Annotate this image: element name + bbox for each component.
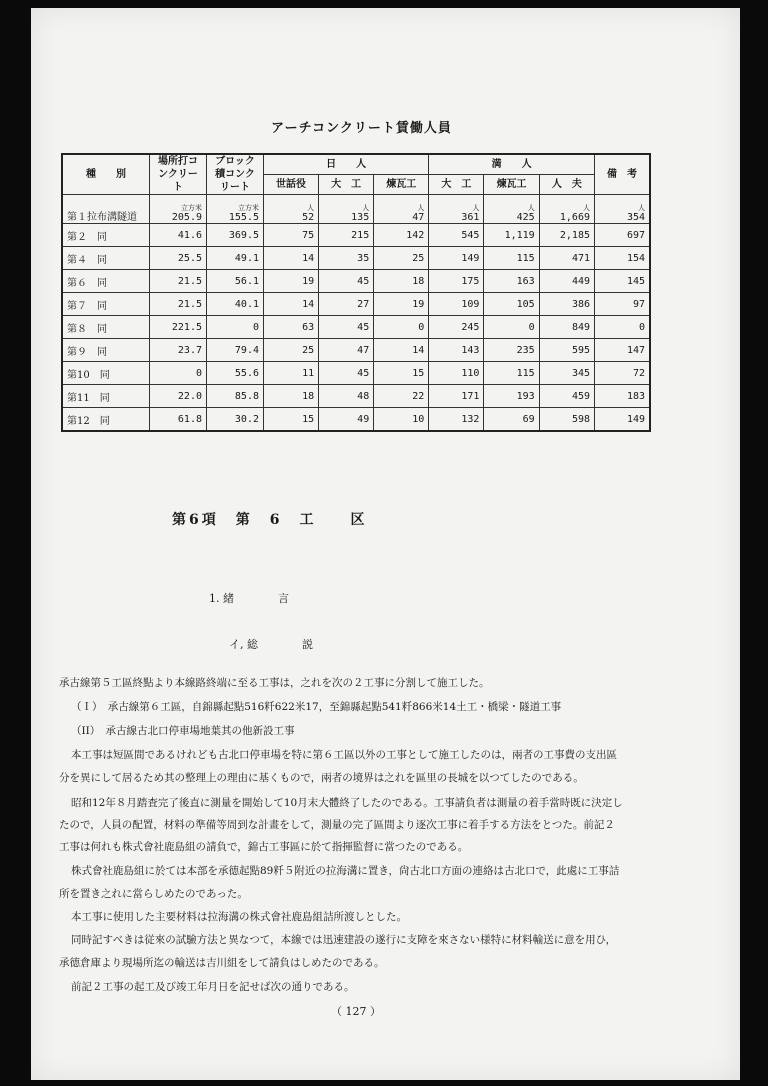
table-cell: 109 — [429, 293, 484, 316]
unit-label: 人 — [307, 204, 315, 212]
paragraph: 本工事は短區間であるけれども古北口停車場を特に第６工區以外の工事として施工したのは，兩者の工事費の支出區 — [71, 749, 617, 761]
table-cell: 142 — [374, 224, 429, 247]
table-cell: 10 — [374, 408, 429, 432]
table-cell: 215 — [319, 224, 374, 247]
table-cell: 48 — [319, 385, 374, 408]
unit-label: 立方米 — [238, 204, 259, 212]
table-cell: 598 — [539, 408, 594, 432]
table-cell: 245 — [429, 316, 484, 339]
table-header-row — [62, 154, 650, 175]
header-carpenter-cn: 大 工 — [429, 175, 484, 195]
paragraph: 分を異にして居るため其の整理上の理由に基くもので，兩者の境界は之れを區里の長城を以つてしたのである。 — [59, 772, 584, 784]
paragraph: 昭和12年８月踏査完了後直に測量を開始して10月末大體終了したのである。工事請負者は測量の着手當時既に決定し — [71, 797, 623, 809]
table-cell: 56.1 — [207, 270, 264, 293]
row-label: 第１拉布溝隧道 — [62, 195, 150, 224]
paragraph: 前記２工事の起工及び竣工年月日を記せば次の通りである。 — [71, 981, 355, 993]
table-cell: 115 — [484, 362, 539, 385]
table-cell: 25 — [264, 339, 319, 362]
header-cast-concrete: 場所打コンクリート — [150, 154, 207, 195]
table-row — [62, 362, 650, 385]
table-cell: 2,185 — [539, 224, 594, 247]
table-cell: 849 — [539, 316, 594, 339]
table-cell: 471 — [539, 247, 594, 270]
unit-label: 立方米 — [181, 204, 202, 212]
cell-value: 47 — [412, 212, 425, 223]
table-cell: 21.5 — [150, 293, 207, 316]
table-cell: 1,119 — [484, 224, 539, 247]
paragraph: 工事は何れも株式會社鹿島組の請負で，錦古工事區に於て指揮監督に當つたのである。 — [59, 841, 469, 853]
table-cell: 97 — [595, 293, 651, 316]
table-cell — [207, 195, 264, 224]
table-cell: 149 — [429, 247, 484, 270]
unit-label: 人 — [583, 204, 590, 212]
section-heading: 第6項 第 6 工 区 — [172, 512, 368, 528]
table-cell: 149 — [595, 408, 651, 432]
table-cell: 221.5 — [150, 316, 207, 339]
table-row — [62, 408, 650, 432]
header-bricklayer-cn: 煉瓦工 — [484, 175, 539, 195]
table-cell: 143 — [429, 339, 484, 362]
table-cell: 0 — [484, 316, 539, 339]
row-label: 第12 同 — [62, 408, 150, 432]
table-cell: 22.0 — [150, 385, 207, 408]
table-cell: 19 — [374, 293, 429, 316]
table-cell: 25.5 — [150, 247, 207, 270]
table-row — [62, 247, 650, 270]
table-title: アーチコンクリート賃働人員 — [271, 121, 452, 136]
unit-label: 人 — [638, 204, 645, 212]
unit-label: 人 — [472, 204, 480, 212]
subheading-general: イ, 総 説 — [229, 638, 313, 651]
header-laborer: 人 夫 — [539, 175, 594, 195]
cell-value: 52 — [302, 212, 315, 223]
header-block-concrete: ブロック積コンクリート — [207, 154, 264, 195]
cell-value: 155.5 — [228, 212, 259, 223]
table-cell: 163 — [484, 270, 539, 293]
unit-label: 人 — [417, 204, 425, 212]
paragraph: 株式會社鹿島組に於ては本部を承德起點89粁５附近の拉海溝に置き，尙古北口方面の連絡は古北口で，此處に工事詰 — [71, 865, 620, 877]
table-cell: 369.5 — [207, 224, 264, 247]
cell-value: 425 — [516, 212, 535, 223]
table-cell: 14 — [264, 247, 319, 270]
table-cell: 0 — [150, 362, 207, 385]
table-row — [62, 224, 650, 247]
paragraph: （Ｉ） 承古線第６工區，自錦縣起點516粁622米17，至錦縣起點541粁866米14土工・橋梁・隧道工事 — [71, 701, 562, 713]
table-cell — [595, 195, 651, 224]
table-cell: 41.6 — [150, 224, 207, 247]
header-remarks: 備 考 — [595, 154, 651, 195]
paragraph: 本工事に使用した主要材料は拉海溝の株式會社鹿島組詰所渡しとした。 — [71, 911, 407, 923]
unit-label: 人 — [527, 204, 535, 212]
table-cell: 175 — [429, 270, 484, 293]
table-cell: 14 — [374, 339, 429, 362]
table-cell: 15 — [264, 408, 319, 432]
table-cell: 49 — [319, 408, 374, 432]
header-bricklayer-jp: 煉瓦工 — [374, 175, 429, 195]
cell-value: 361 — [461, 212, 480, 223]
table-cell — [539, 195, 594, 224]
table-row — [62, 385, 650, 408]
table-cell: 0 — [595, 316, 651, 339]
header-foreman: 世話役 — [264, 175, 319, 195]
table-cell: 21.5 — [150, 270, 207, 293]
table-cell: 105 — [484, 293, 539, 316]
table-cell: 132 — [429, 408, 484, 432]
row-label: 第８ 同 — [62, 316, 150, 339]
table-cell: 61.8 — [150, 408, 207, 432]
table-cell: 75 — [264, 224, 319, 247]
table-row — [62, 293, 650, 316]
table-cell — [374, 195, 429, 224]
table-cell: 0 — [374, 316, 429, 339]
table-cell: 115 — [484, 247, 539, 270]
table-cell: 27 — [319, 293, 374, 316]
table-cell: 25 — [374, 247, 429, 270]
unit-label: 人 — [362, 204, 370, 212]
table-cell: 69 — [484, 408, 539, 432]
table-row — [62, 339, 650, 362]
table-cell: 154 — [595, 247, 651, 270]
table-cell: 193 — [484, 385, 539, 408]
table-cell — [150, 195, 207, 224]
table-cell: 55.6 — [207, 362, 264, 385]
paragraph: 所を置き之れに當らしめたのであった。 — [59, 888, 248, 900]
table-cell: 0 — [207, 316, 264, 339]
document-page — [31, 8, 740, 1080]
paragraph: （II） 承古線古北口停車場地葉其の他新設工事 — [71, 725, 295, 737]
table-cell: 18 — [264, 385, 319, 408]
table-cell: 14 — [264, 293, 319, 316]
table-cell: 35 — [319, 247, 374, 270]
table-cell — [264, 195, 319, 224]
header-type: 種 別 — [62, 154, 150, 195]
paragraph: 同時記すべきは従來の試驗方法と異なつて，本線では迅速建設の遂行に支障を來さない様特に材料輸送に意を用ひ， — [71, 934, 617, 946]
table-cell: 40.1 — [207, 293, 264, 316]
row-label: 第６ 同 — [62, 270, 150, 293]
table-cell — [429, 195, 484, 224]
labor-table — [61, 153, 651, 432]
row-label: 第10 同 — [62, 362, 150, 385]
table-cell: 345 — [539, 362, 594, 385]
subheading-introduction: 1. 緒 言 — [209, 592, 289, 605]
table-cell: 79.4 — [207, 339, 264, 362]
table-cell: 45 — [319, 362, 374, 385]
header-chinese-workers: 満 人 — [429, 154, 595, 175]
table-cell: 30.2 — [207, 408, 264, 432]
table-cell — [484, 195, 539, 224]
row-label: 第９ 同 — [62, 339, 150, 362]
table-cell: 23.7 — [150, 339, 207, 362]
table-cell: 110 — [429, 362, 484, 385]
table-cell: 449 — [539, 270, 594, 293]
table-cell: 49.1 — [207, 247, 264, 270]
cell-value: 135 — [351, 212, 370, 223]
row-label: 第７ 同 — [62, 293, 150, 316]
table-cell: 595 — [539, 339, 594, 362]
paragraph: 承古線第５工區終點より本線路終端に至る工事は，之れを次の２工事に分割して施工した。 — [59, 677, 490, 689]
table-cell: 72 — [595, 362, 651, 385]
table-cell: 171 — [429, 385, 484, 408]
table-body — [62, 195, 650, 432]
table-cell: 15 — [374, 362, 429, 385]
row-label: 第11 同 — [62, 385, 150, 408]
paragraph: 承德倉庫より現場所迄の輸送は吉川組をして請負はしめたのである。 — [59, 957, 385, 969]
row-label: 第４ 同 — [62, 247, 150, 270]
table-cell: 545 — [429, 224, 484, 247]
table-cell: 19 — [264, 270, 319, 293]
table-cell: 45 — [319, 316, 374, 339]
cell-value: 1,669 — [559, 212, 590, 223]
header-carpenter-jp: 大 工 — [319, 175, 374, 195]
table-cell: 147 — [595, 339, 651, 362]
table-row — [62, 270, 650, 293]
table-cell: 63 — [264, 316, 319, 339]
table-cell: 459 — [539, 385, 594, 408]
table-cell: 47 — [319, 339, 374, 362]
table-cell — [319, 195, 374, 224]
header-japanese-workers: 日 人 — [264, 154, 429, 175]
table-cell: 18 — [374, 270, 429, 293]
table-cell: 235 — [484, 339, 539, 362]
table-cell: 386 — [539, 293, 594, 316]
table-row — [62, 316, 650, 339]
page-number: （ 127 ） — [331, 1005, 381, 1018]
cell-value: 205.9 — [171, 212, 202, 223]
table-cell: 183 — [595, 385, 651, 408]
table-row — [62, 195, 650, 224]
table-cell: 45 — [319, 270, 374, 293]
table-cell: 85.8 — [207, 385, 264, 408]
table-cell: 697 — [595, 224, 651, 247]
row-label: 第２ 同 — [62, 224, 150, 247]
table-cell: 145 — [595, 270, 651, 293]
paragraph: たので，人員の配置，材料の準備等周到な計畫をして，測量の完了區間より逐次工事に着手する方法をとつた。前記２ — [59, 819, 615, 831]
cell-value: 354 — [626, 212, 645, 223]
table-cell: 11 — [264, 362, 319, 385]
table-cell: 22 — [374, 385, 429, 408]
